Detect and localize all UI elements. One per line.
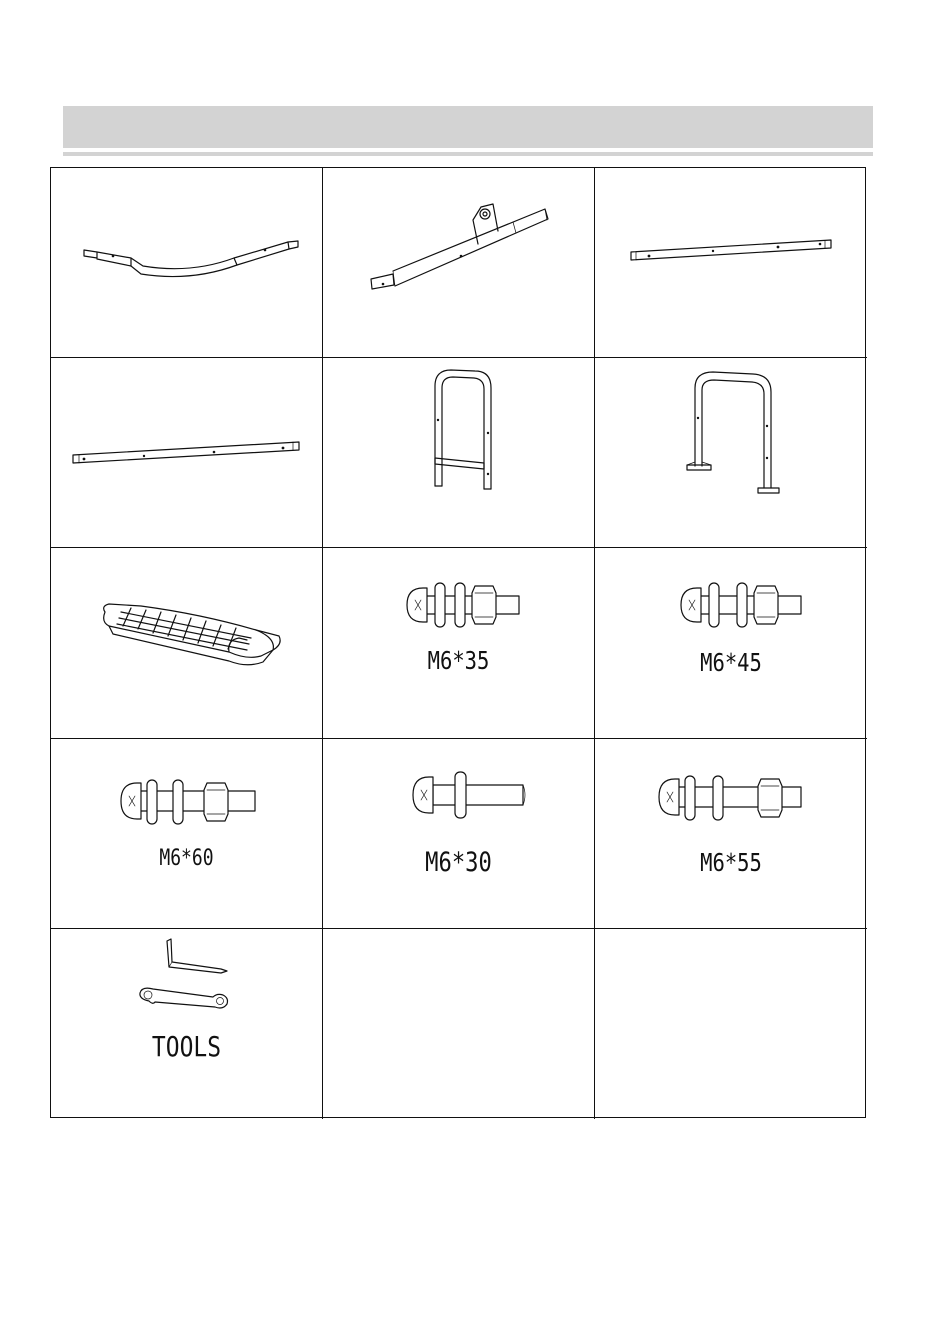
bolt-m6-55-icon	[595, 739, 867, 929]
part-cell-bracket-tube	[323, 168, 595, 358]
part-cell-straight-bar-2	[51, 358, 323, 548]
u-frame-icon	[323, 358, 595, 548]
bolt-m6-35-icon	[323, 548, 595, 738]
bolt-m6-30-icon	[323, 739, 595, 929]
part-cell-footplate	[51, 548, 323, 738]
part-cell-u-frame-feet	[595, 358, 867, 548]
part-cell-empty-2	[595, 929, 867, 1119]
footplate-icon	[51, 548, 323, 738]
bolt-m6-60-label: M6*60	[159, 845, 214, 871]
part-cell-bolt-m6-60	[51, 739, 323, 929]
bolt-m6-55-label: M6*55	[700, 847, 762, 877]
part-cell-empty-1	[323, 929, 595, 1119]
bolt-m6-35-label: M6*35	[427, 646, 490, 676]
bolt-m6-30-label: M6*30	[425, 846, 492, 878]
tools-icon	[51, 929, 323, 1119]
curved-tube-icon	[51, 168, 323, 358]
part-cell-bolt-m6-35	[323, 548, 595, 738]
straight-bar-1-icon	[595, 168, 867, 358]
bolt-m6-60-icon	[51, 739, 323, 929]
straight-bar-2-icon	[51, 358, 323, 548]
bolt-m6-45-label: M6*45	[700, 648, 762, 678]
bolt-m6-45-icon	[595, 548, 867, 738]
tools-label: TOOLS	[151, 1029, 222, 1063]
part-cell-bolt-m6-30	[323, 739, 595, 929]
part-cell-curved-tube	[51, 168, 323, 358]
part-cell-tools	[51, 929, 323, 1119]
u-frame-feet-icon	[595, 358, 867, 548]
part-cell-u-frame	[323, 358, 595, 548]
bracket-tube-icon	[323, 168, 595, 358]
section-header-rule	[63, 152, 873, 156]
parts-list-grid	[50, 167, 866, 1118]
part-cell-bolt-m6-45	[595, 548, 867, 738]
part-cell-bolt-m6-55	[595, 739, 867, 929]
part-cell-straight-bar-1	[595, 168, 867, 358]
section-header-bar	[63, 106, 873, 148]
